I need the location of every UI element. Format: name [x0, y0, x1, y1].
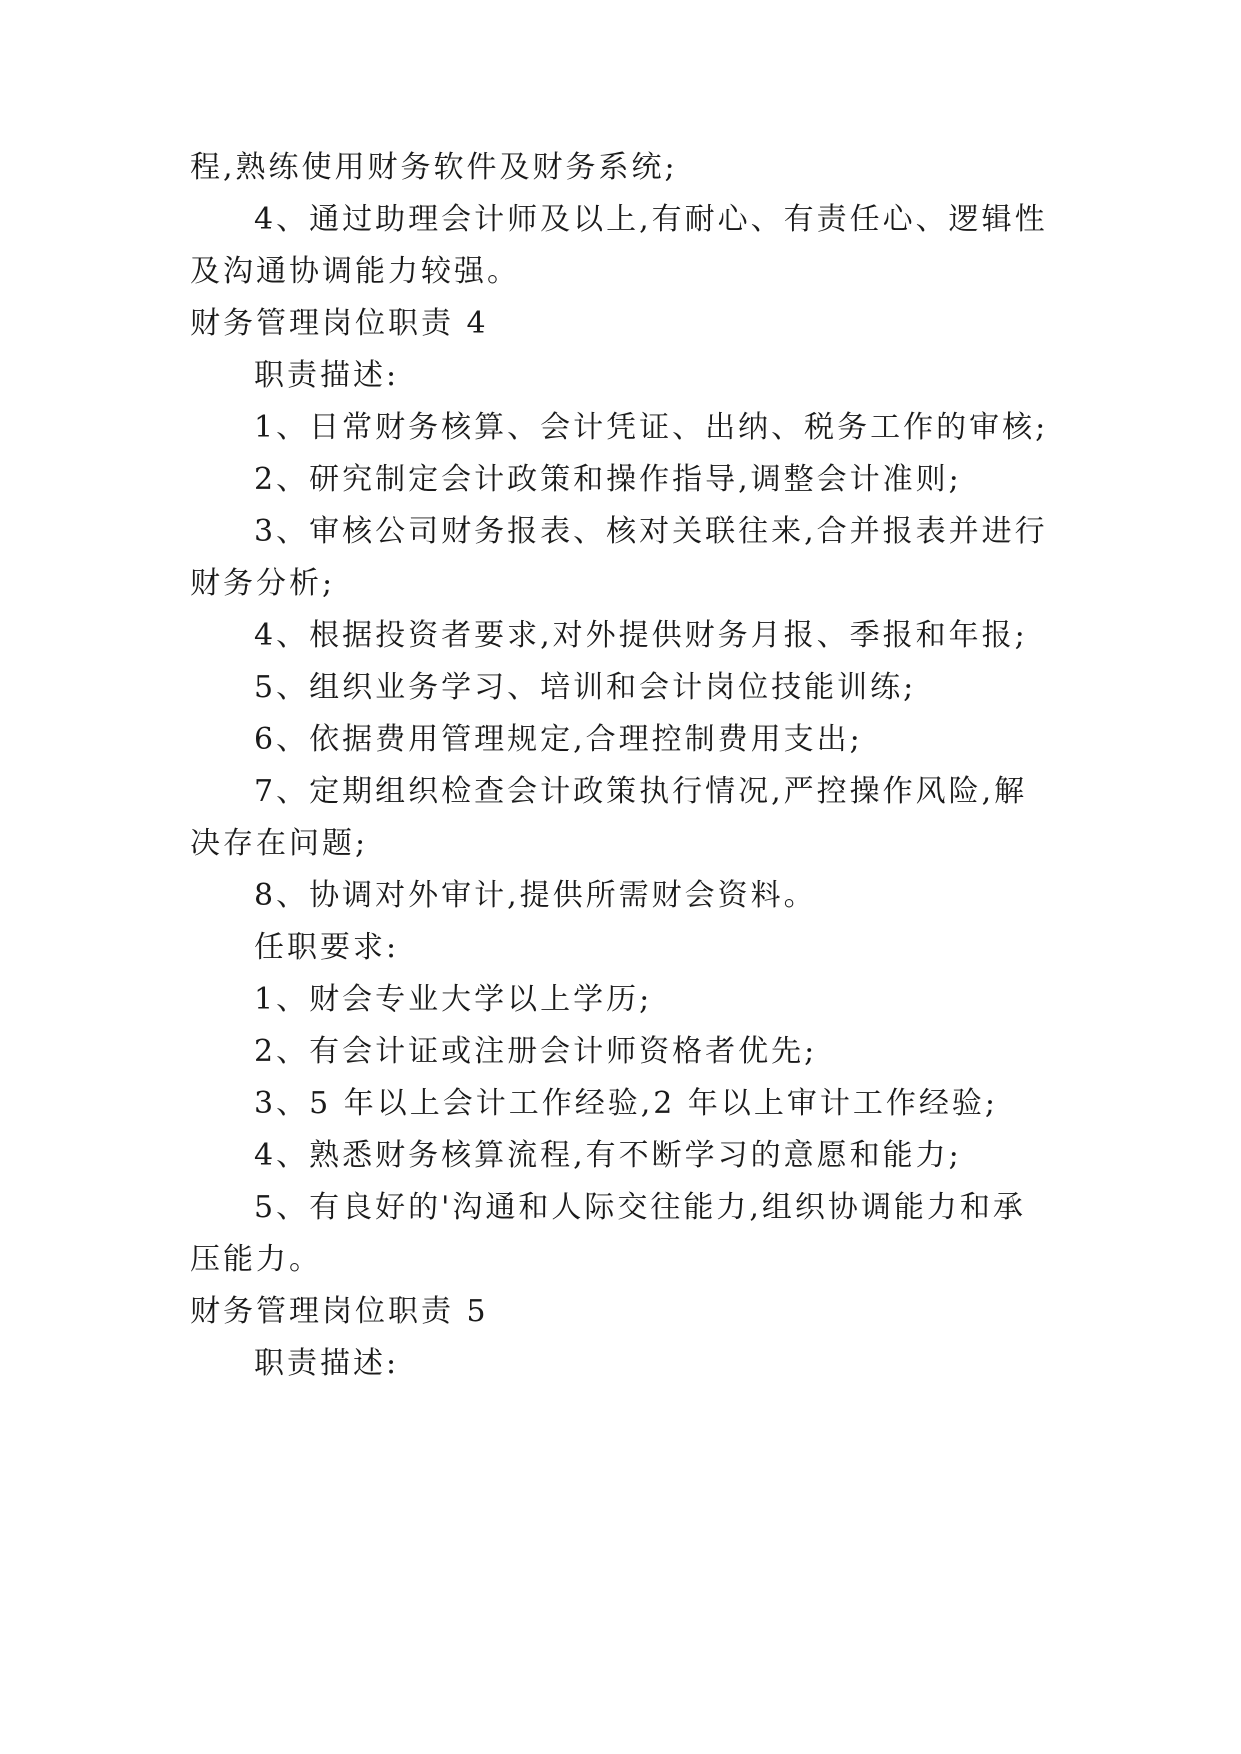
list-item: 5、组织业务学习、培训和会计岗位技能训练; [254, 670, 917, 705]
subheading: 职责描述: [254, 358, 400, 393]
list-item: 7、定期组织检查会计政策执行情况,严控操作风险,解 [254, 774, 1028, 809]
section-heading: 财务管理岗位职责 4 [190, 306, 489, 341]
list-item: 8、协调对外审计,提供所需财会资料。 [254, 878, 817, 913]
list-item: 5、有良好的'沟通和人际交往能力,组织协调能力和承 [254, 1190, 1026, 1225]
list-item: 6、依据费用管理规定,合理控制费用支出; [254, 722, 863, 757]
list-item: 4、熟悉财务核算流程,有不断学习的意愿和能力; [254, 1138, 962, 1173]
list-item-continuation: 决存在问题; [190, 826, 369, 861]
list-item-continuation: 财务分析; [190, 566, 336, 601]
subheading: 任职要求: [254, 930, 400, 965]
list-item: 3、5 年以上会计工作经验,2 年以上审计工作经验; [254, 1086, 998, 1121]
list-item: 1、财会专业大学以上学历; [254, 982, 653, 1017]
text-line: 程,熟练使用财务软件及财务系统; [190, 150, 678, 185]
list-item: 4、根据投资者要求,对外提供财务月报、季报和年报; [254, 618, 1028, 653]
list-item: 2、有会计证或注册会计师资格者优先; [254, 1034, 818, 1069]
list-item: 2、研究制定会计政策和操作指导,调整会计准则; [254, 462, 962, 497]
text-line: 4、通过助理会计师及以上,有耐心、有责任心、逻辑性 [254, 202, 1048, 237]
subheading: 职责描述: [254, 1346, 400, 1381]
list-item-continuation: 压能力。 [190, 1242, 322, 1277]
list-item: 3、审核公司财务报表、核对关联往来,合并报表并进行 [254, 514, 1048, 549]
section-heading: 财务管理岗位职责 5 [190, 1294, 489, 1329]
list-item: 1、日常财务核算、会计凭证、出纳、税务工作的审核; [254, 410, 1049, 445]
text-line: 及沟通协调能力较强。 [190, 254, 520, 289]
